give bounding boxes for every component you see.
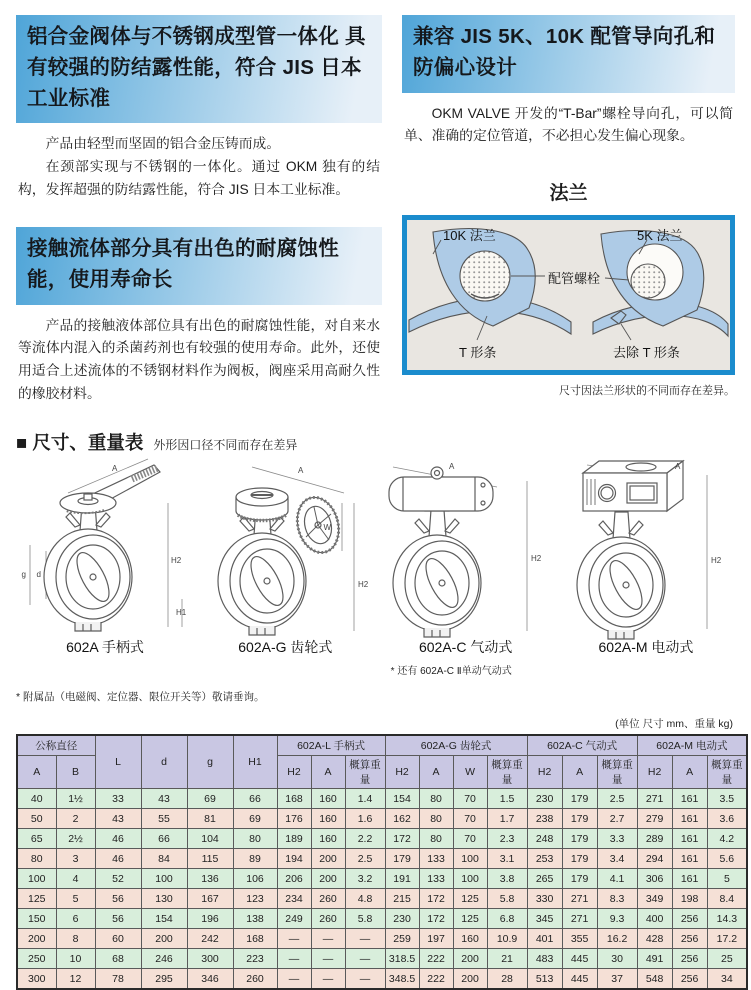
header-b: B — [56, 756, 95, 789]
table-cell: 172 — [419, 889, 453, 909]
table-cell: 33 — [95, 789, 141, 809]
table-cell: 66 — [233, 789, 277, 809]
table-cell: 154 — [385, 789, 419, 809]
flange-label-5k: 5K 法兰 — [637, 227, 683, 243]
table-cell: 80 — [233, 829, 277, 849]
feature-title: 接触流体部分具有出色的耐腐蚀性能，使用寿命长 — [16, 227, 382, 305]
header-col: A — [672, 756, 707, 789]
table-cell: 176 — [277, 809, 311, 829]
header-l: L — [95, 735, 141, 789]
table-cell: 68 — [95, 949, 141, 969]
dim-label-w: W — [323, 523, 332, 533]
table-cell: 70 — [453, 809, 487, 829]
table-cell: 2.2 — [345, 829, 385, 849]
table-cell: 55 — [141, 809, 187, 829]
table-cell: 198 — [672, 889, 707, 909]
header-a: A — [17, 756, 56, 789]
table-cell: 80 — [17, 849, 56, 869]
table-cell: 100 — [141, 869, 187, 889]
table-cell: 256 — [672, 909, 707, 929]
table-cell: 234 — [277, 889, 311, 909]
feature-block-1 — [16, 15, 382, 201]
table-cell: 6.8 — [487, 909, 527, 929]
table-cell: 238 — [527, 809, 562, 829]
table-cell: 80 — [419, 789, 453, 809]
table-row — [17, 829, 747, 849]
table-cell: 196 — [187, 909, 233, 929]
table-cell: 168 — [233, 929, 277, 949]
table-cell: 3.6 — [707, 809, 747, 829]
table-cell: 100 — [453, 869, 487, 889]
table-cell: 428 — [637, 929, 672, 949]
table-cell: 8.3 — [597, 889, 637, 909]
table-cell: 197 — [419, 929, 453, 949]
header-col: H2 — [527, 756, 562, 789]
table-cell: 294 — [637, 849, 672, 869]
table-cell: 106 — [233, 869, 277, 889]
table-cell: 162 — [385, 809, 419, 829]
table-cell: 260 — [233, 969, 277, 990]
table-cell: — — [311, 969, 345, 990]
table-cell: 138 — [233, 909, 277, 929]
table-cell: 215 — [385, 889, 419, 909]
valve-drawing-handle — [16, 459, 194, 677]
table-cell: 167 — [187, 889, 233, 909]
table-cell: 230 — [385, 909, 419, 929]
header-group-gear: 602A-G 齿轮式 — [385, 735, 527, 756]
flange-diagram — [402, 215, 735, 375]
table-cell: 179 — [385, 849, 419, 869]
table-cell: 56 — [95, 889, 141, 909]
table-cell: 160 — [311, 789, 345, 809]
header-group-pneumatic: 602A-C 气动式 — [527, 735, 637, 756]
dim-label-h2: H2 — [530, 554, 541, 564]
header-col: A — [562, 756, 597, 789]
table-row — [17, 889, 747, 909]
table-cell: 253 — [527, 849, 562, 869]
table-cell: 4.1 — [597, 869, 637, 889]
table-cell: 548 — [637, 969, 672, 990]
table-cell: 16.2 — [597, 929, 637, 949]
table-cell: 5 — [707, 869, 747, 889]
table-cell: 123 — [233, 889, 277, 909]
table-cell: 52 — [95, 869, 141, 889]
table-cell: 168 — [277, 789, 311, 809]
left-column — [16, 15, 382, 405]
table-cell: 265 — [527, 869, 562, 889]
table-cell: 65 — [17, 829, 56, 849]
table-cell: 295 — [141, 969, 187, 990]
table-cell: 133 — [419, 869, 453, 889]
table-cell: 248 — [527, 829, 562, 849]
table-cell: 161 — [672, 849, 707, 869]
table-cell: 401 — [527, 929, 562, 949]
table-cell: 69 — [233, 809, 277, 829]
table-cell: 69 — [187, 789, 233, 809]
table-cell: 3.8 — [487, 869, 527, 889]
table-cell: 160 — [311, 829, 345, 849]
table-cell: 260 — [311, 889, 345, 909]
table-cell: 172 — [385, 829, 419, 849]
header-col: 概算重量 — [345, 756, 385, 789]
table-cell: 136 — [187, 869, 233, 889]
header-col: 概算重量 — [487, 756, 527, 789]
accessories-footnote: * 附属品（电磁阀、定位器、限位开关等）敬请垂询。 — [16, 691, 265, 704]
table-cell: 10 — [56, 949, 95, 969]
table-cell: 1.7 — [487, 809, 527, 829]
table-cell: 242 — [187, 929, 233, 949]
table-cell: 3.4 — [597, 849, 637, 869]
table-cell: 355 — [562, 929, 597, 949]
table-cell: 179 — [562, 789, 597, 809]
header-col: A — [419, 756, 453, 789]
right-column — [402, 15, 735, 405]
dim-label-g: g — [21, 570, 26, 580]
table-cell: 300 — [17, 969, 56, 990]
table-cell: 78 — [95, 969, 141, 990]
table-cell: 4.8 — [345, 889, 385, 909]
model-label: 602A-C 气动式 — [418, 639, 513, 656]
table-cell: 8.4 — [707, 889, 747, 909]
table-cell: — — [311, 929, 345, 949]
table-cell: 160 — [311, 809, 345, 829]
table-cell: 179 — [562, 829, 597, 849]
table-cell: 133 — [419, 849, 453, 869]
table-cell: 200 — [453, 969, 487, 990]
feature-paragraph: 产品由轻型而坚固的铝合金压铸而成。 — [45, 136, 281, 152]
table-cell: 5.8 — [345, 909, 385, 929]
table-cell: 256 — [672, 929, 707, 949]
table-cell: 349 — [637, 889, 672, 909]
table-cell: 200 — [17, 929, 56, 949]
table-cell: 66 — [141, 829, 187, 849]
header-g: g — [187, 735, 233, 789]
feature-paragraph: 产品的接触液体部位具有出色的耐腐蚀性能，对自来水等流体内混入的杀菌药剂也有较强的使用寿命。此外，还使用适合上述流体的不锈钢材料作为阀板，阀座采用高耐久性的橡胶材料。 — [18, 317, 380, 401]
model-label: 602A-G 齿轮式 — [238, 639, 333, 656]
table-cell: 271 — [562, 909, 597, 929]
table-row — [17, 929, 747, 949]
table-cell: — — [345, 969, 385, 990]
table-cell: 345 — [527, 909, 562, 929]
table-cell: 279 — [637, 809, 672, 829]
table-cell: 12 — [56, 969, 95, 990]
table-cell: 80 — [419, 809, 453, 829]
valve-drawing-pneumatic — [377, 459, 555, 677]
dims-section-title: ■ 尺寸、重量表 — [16, 432, 144, 454]
table-cell: 6 — [56, 909, 95, 929]
valve-drawing-gear — [196, 459, 374, 677]
table-cell: 271 — [562, 889, 597, 909]
table-cell: 179 — [562, 849, 597, 869]
table-cell: 249 — [277, 909, 311, 929]
flange-label-bolt: 配管螺栓 — [548, 270, 601, 286]
dims-section-head — [16, 429, 735, 455]
table-cell: 2½ — [56, 829, 95, 849]
table-cell: 246 — [141, 949, 187, 969]
table-cell: 70 — [453, 789, 487, 809]
table-cell: 2.5 — [345, 849, 385, 869]
table-cell: 3.1 — [487, 849, 527, 869]
table-cell: 194 — [277, 849, 311, 869]
dim-label-a: A — [298, 466, 304, 476]
table-cell: 3.3 — [597, 829, 637, 849]
table-cell: 161 — [672, 789, 707, 809]
table-cell: 4.2 — [707, 829, 747, 849]
table-cell: — — [345, 949, 385, 969]
table-cell: 172 — [419, 909, 453, 929]
feature-block-2 — [16, 227, 382, 405]
dim-label-h2: H2 — [710, 556, 722, 566]
table-cell: — — [345, 929, 385, 949]
feature-body — [18, 315, 380, 406]
table-cell: 191 — [385, 869, 419, 889]
table-cell: 200 — [311, 869, 345, 889]
table-cell: — — [277, 949, 311, 969]
table-cell: 445 — [562, 969, 597, 990]
table-cell: 4 — [56, 869, 95, 889]
table-cell: 5.6 — [707, 849, 747, 869]
table-cell: 250 — [17, 949, 56, 969]
table-cell: 3.2 — [345, 869, 385, 889]
table-cell: 104 — [187, 829, 233, 849]
table-cell: 1.4 — [345, 789, 385, 809]
table-cell: 43 — [95, 809, 141, 829]
header-col: W — [453, 756, 487, 789]
table-cell: 10.9 — [487, 929, 527, 949]
table-cell: 259 — [385, 929, 419, 949]
table-row — [17, 909, 747, 929]
table-cell: 14.3 — [707, 909, 747, 929]
top-section — [16, 15, 735, 405]
table-cell: 34 — [707, 969, 747, 990]
table-cell: 200 — [311, 849, 345, 869]
table-cell: 1.6 — [345, 809, 385, 829]
table-cell: 21 — [487, 949, 527, 969]
table-cell: — — [311, 949, 345, 969]
valve-drawings — [16, 459, 735, 677]
table-row — [17, 869, 747, 889]
table-cell: 154 — [141, 909, 187, 929]
table-row — [17, 949, 747, 969]
flange-caption: 尺寸因法兰形状的不同而存在差异。 — [559, 384, 735, 397]
feature-block-3 — [402, 15, 735, 148]
table-cell: 43 — [141, 789, 187, 809]
table-cell: 306 — [637, 869, 672, 889]
flange-label-10k: 10K 法兰 — [443, 227, 496, 243]
table-cell: 318.5 — [385, 949, 419, 969]
table-cell: 223 — [233, 949, 277, 969]
table-cell: 260 — [311, 909, 345, 929]
table-cell: 28 — [487, 969, 527, 990]
table-cell: 200 — [141, 929, 187, 949]
table-cell: — — [277, 969, 311, 990]
header-col: A — [311, 756, 345, 789]
table-cell: 346 — [187, 969, 233, 990]
table-cell: 81 — [187, 809, 233, 829]
table-body — [17, 789, 747, 990]
table-cell: 222 — [419, 949, 453, 969]
header-h1: H1 — [233, 735, 277, 789]
feature-body — [18, 133, 380, 201]
header-group-handle: 602A-L 手柄式 — [277, 735, 385, 756]
table-cell: 330 — [527, 889, 562, 909]
table-cell: 491 — [637, 949, 672, 969]
table-cell: 230 — [527, 789, 562, 809]
table-cell: 56 — [95, 909, 141, 929]
dim-label-a: A — [448, 462, 454, 472]
table-cell: 160 — [453, 929, 487, 949]
feature-title: 铝合金阀体与不锈钢成型管一体化 具有较强的防结露性能，符合 JIS 日本工业标准 — [16, 15, 382, 123]
table-cell: 2.3 — [487, 829, 527, 849]
table-cell: 8 — [56, 929, 95, 949]
header-col: H2 — [277, 756, 311, 789]
table-cell: 400 — [637, 909, 672, 929]
table-cell: 179 — [562, 809, 597, 829]
table-cell: 46 — [95, 849, 141, 869]
flange-label-tbar: T 形条 — [459, 344, 497, 360]
table-cell: 125 — [17, 889, 56, 909]
table-cell: 46 — [95, 829, 141, 849]
table-cell: 2.5 — [597, 789, 637, 809]
feature-body — [404, 103, 733, 148]
model-note: * 还有 602A-C Ⅱ单动气动式 — [390, 666, 512, 678]
table-cell: 70 — [453, 829, 487, 849]
header-col: 概算重量 — [707, 756, 747, 789]
table-cell: 84 — [141, 849, 187, 869]
dim-label-h1: H1 — [176, 608, 187, 618]
model-label: 602A 手柄式 — [66, 639, 144, 656]
table-cell: 50 — [17, 809, 56, 829]
dim-label-h2: H2 — [358, 580, 369, 590]
table-row — [17, 969, 747, 990]
dim-label-a: A — [674, 462, 681, 472]
dims-section-note: 外形因口径不同而存在差异 — [153, 438, 298, 453]
table-cell: 30 — [597, 949, 637, 969]
table-cell: 5.8 — [487, 889, 527, 909]
dim-label-a: A — [112, 464, 118, 474]
unit-note: (单位 尺寸 mm、重量 kg) — [615, 718, 733, 731]
valve-drawing-electric — [557, 459, 735, 677]
table-cell: 89 — [233, 849, 277, 869]
table-cell: 100 — [17, 869, 56, 889]
flange-title: 法兰 — [549, 182, 588, 204]
table-cell: 161 — [672, 869, 707, 889]
table-cell: 222 — [419, 969, 453, 990]
table-cell: 445 — [562, 949, 597, 969]
table-header — [17, 735, 747, 789]
table-cell: 300 — [187, 949, 233, 969]
table-cell: 206 — [277, 869, 311, 889]
flange-label-tbar-removed: 去除 T 形条 — [613, 344, 680, 360]
table-cell: 125 — [453, 889, 487, 909]
header-col: H2 — [637, 756, 672, 789]
table-cell: 2 — [56, 809, 95, 829]
dim-label-d: d — [36, 570, 41, 580]
table-cell: 3.5 — [707, 789, 747, 809]
table-cell: 348.5 — [385, 969, 419, 990]
table-cell: 1½ — [56, 789, 95, 809]
table-cell: 200 — [453, 949, 487, 969]
table-cell: — — [277, 929, 311, 949]
header-col: 概算重量 — [597, 756, 637, 789]
table-cell: 256 — [672, 969, 707, 990]
table-cell: 40 — [17, 789, 56, 809]
table-cell: 1.5 — [487, 789, 527, 809]
table-cell: 3 — [56, 849, 95, 869]
table-cell: 189 — [277, 829, 311, 849]
table-cell: 179 — [562, 869, 597, 889]
header-col: H2 — [385, 756, 419, 789]
table-cell: 289 — [637, 829, 672, 849]
table-cell: 115 — [187, 849, 233, 869]
header-diameter: 公称直径 — [17, 735, 95, 756]
table-cell: 483 — [527, 949, 562, 969]
header-group-electric: 602A-M 电动式 — [637, 735, 747, 756]
feature-paragraph: 在颈部实现与不锈钢的一体化。通过 OKM 独有的结构，发挥超强的防结露性能，符合 JIS 日本工业标准。 — [18, 158, 380, 197]
feature-paragraph: OKM VALVE 开发的“T-Bar”螺栓导向孔，可以简单、准确的定位管道，不必担心发生偏心现象。 — [404, 105, 733, 144]
table-cell: 80 — [419, 829, 453, 849]
table-cell: 161 — [672, 809, 707, 829]
table-row — [17, 789, 747, 809]
table-cell: 161 — [672, 829, 707, 849]
table-cell: 271 — [637, 789, 672, 809]
table-cell: 100 — [453, 849, 487, 869]
table-cell: 17.2 — [707, 929, 747, 949]
table-cell: 513 — [527, 969, 562, 990]
table-row — [17, 809, 747, 829]
table-cell: 125 — [453, 909, 487, 929]
table-cell: 2.7 — [597, 809, 637, 829]
table-cell: 9.3 — [597, 909, 637, 929]
dimensions-table — [16, 734, 748, 990]
table-cell: 130 — [141, 889, 187, 909]
table-cell: 5 — [56, 889, 95, 909]
table-cell: 25 — [707, 949, 747, 969]
table-row — [17, 849, 747, 869]
table-cell: 150 — [17, 909, 56, 929]
dim-label-h2: H2 — [171, 556, 182, 566]
model-label: 602A-M 电动式 — [598, 639, 694, 656]
table-cell: 60 — [95, 929, 141, 949]
table-cell: 256 — [672, 949, 707, 969]
feature-title: 兼容 JIS 5K、10K 配管导向孔和防偏心设计 — [402, 15, 735, 93]
table-cell: 37 — [597, 969, 637, 990]
header-d: d — [141, 735, 187, 789]
